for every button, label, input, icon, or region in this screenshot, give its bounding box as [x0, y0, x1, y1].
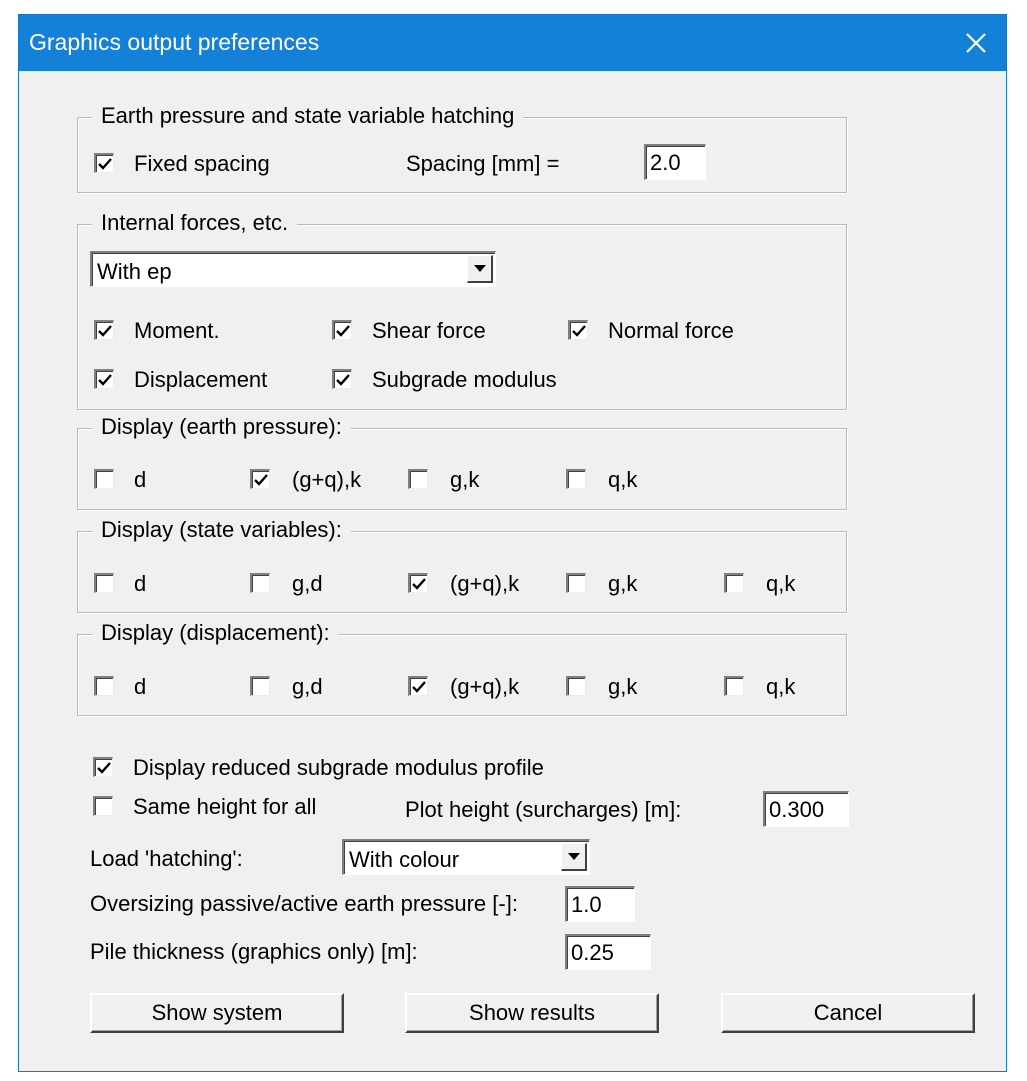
- earth-pressure-display-group: [77, 414, 847, 510]
- disp-gd-checkbox[interactable]: [250, 676, 270, 696]
- disp-qk-label: q,k: [766, 674, 796, 699]
- ep-d-label: d: [134, 467, 147, 492]
- sv-d-checkbox[interactable]: [94, 573, 114, 593]
- moment-checkbox[interactable]: [94, 320, 114, 340]
- pile-thickness-value: 0.25: [571, 940, 614, 965]
- shear-force-label: Shear force: [372, 318, 486, 343]
- earth-pressure-display-legend: Display (earth pressure):: [92, 414, 351, 440]
- window-title: Graphics output preferences: [29, 29, 320, 55]
- ep-d-checkbox[interactable]: [94, 469, 114, 489]
- internal-mode-select[interactable]: [90, 251, 496, 287]
- disp-d-checkbox[interactable]: [94, 676, 114, 696]
- oversizing-value: 1.0: [571, 892, 602, 917]
- displacement-display-group: [77, 620, 847, 716]
- disp-gqk-checkbox[interactable]: [408, 676, 428, 696]
- fixed-spacing-checkbox[interactable]: [94, 153, 114, 173]
- oversizing-input[interactable]: [565, 886, 635, 922]
- check-icon: [97, 323, 113, 339]
- check-icon: [411, 576, 427, 592]
- check-icon: [335, 323, 351, 339]
- internal-mode-dropdown-button[interactable]: [467, 255, 493, 283]
- disp-d-label: d: [134, 674, 147, 699]
- title-bar: [19, 15, 1006, 71]
- spacing-label: Spacing [mm] =: [406, 151, 560, 176]
- ep-gqk-label: (g+q),k: [292, 467, 362, 492]
- oversizing-label: Oversizing passive/active earth pressure [-]:: [90, 891, 518, 916]
- show-system-button[interactable]: [90, 993, 344, 1033]
- load-hatching-label: Load 'hatching':: [90, 846, 243, 871]
- subgrade-modulus-checkbox[interactable]: [332, 369, 352, 389]
- dialog-window: [18, 14, 1007, 1072]
- chevron-down-icon: [568, 853, 580, 861]
- pile-thickness-input[interactable]: [565, 934, 651, 970]
- moment-label: Moment.: [134, 318, 220, 343]
- pile-thickness-label: Pile thickness (graphics only) [m]:: [90, 939, 418, 964]
- disp-gk-label: g,k: [608, 674, 638, 699]
- state-variables-display-group: [77, 517, 847, 613]
- plot-height-input[interactable]: [763, 791, 849, 827]
- internal-mode-value: With ep: [97, 259, 172, 284]
- normal-force-label: Normal force: [608, 318, 734, 343]
- ep-gk-checkbox[interactable]: [408, 469, 428, 489]
- sv-gqk-label: (g+q),k: [450, 571, 520, 596]
- load-hatching-value: With colour: [349, 847, 460, 872]
- subgrade-modulus-label: Subgrade modulus: [372, 367, 557, 392]
- sv-qk-label: q,k: [766, 571, 796, 596]
- state-variables-display-legend: Display (state variables):: [92, 517, 351, 543]
- chevron-down-icon: [474, 265, 486, 273]
- internal-forces-group: [77, 210, 847, 410]
- sv-qk-checkbox[interactable]: [724, 573, 744, 593]
- normal-force-checkbox[interactable]: [568, 320, 588, 340]
- check-icon: [97, 372, 113, 388]
- disp-gk-checkbox[interactable]: [566, 676, 586, 696]
- load-hatching-select[interactable]: [342, 839, 590, 875]
- check-icon: [96, 760, 112, 776]
- hatching-group: [77, 103, 847, 193]
- reduced-subgrade-checkbox[interactable]: [93, 757, 113, 777]
- load-hatching-dropdown-button[interactable]: [561, 843, 587, 871]
- spacing-value: 2.0: [650, 150, 681, 175]
- plot-height-label: Plot height (surcharges) [m]:: [405, 797, 682, 822]
- show-system-label: Show system: [151, 1000, 283, 1025]
- close-icon: [965, 32, 987, 54]
- internal-forces-legend: Internal forces, etc.: [92, 210, 297, 236]
- hatching-legend: Earth pressure and state variable hatching: [92, 103, 523, 129]
- plot-height-value: 0.300: [769, 797, 825, 822]
- check-icon: [411, 679, 427, 695]
- sv-gk-label: g,k: [608, 571, 638, 596]
- sv-d-label: d: [134, 571, 147, 596]
- sv-gk-checkbox[interactable]: [566, 573, 586, 593]
- disp-qk-checkbox[interactable]: [724, 676, 744, 696]
- same-height-label: Same height for all: [133, 794, 317, 819]
- same-height-checkbox[interactable]: [93, 796, 113, 816]
- ep-qk-label: q,k: [608, 467, 638, 492]
- sv-gqk-checkbox[interactable]: [408, 573, 428, 593]
- show-results-label: Show results: [469, 1000, 595, 1025]
- disp-gd-label: g,d: [292, 674, 323, 699]
- check-icon: [253, 472, 269, 488]
- check-icon: [335, 372, 351, 388]
- reduced-subgrade-label: Display reduced subgrade modulus profile: [133, 755, 544, 780]
- sv-gd-checkbox[interactable]: [250, 573, 270, 593]
- cancel-label: Cancel: [813, 1000, 883, 1025]
- ep-gk-label: g,k: [450, 467, 480, 492]
- check-icon: [97, 156, 113, 172]
- spacing-input[interactable]: [644, 144, 706, 180]
- sv-gd-label: g,d: [292, 571, 323, 596]
- show-results-button[interactable]: [405, 993, 659, 1033]
- disp-gqk-label: (g+q),k: [450, 674, 520, 699]
- ep-qk-checkbox[interactable]: [566, 469, 586, 489]
- shear-force-checkbox[interactable]: [332, 320, 352, 340]
- displacement-label: Displacement: [134, 367, 268, 392]
- cancel-button[interactable]: [721, 993, 975, 1033]
- check-icon: [571, 323, 587, 339]
- displacement-checkbox[interactable]: [94, 369, 114, 389]
- displacement-display-legend: Display (displacement):: [92, 620, 339, 646]
- fixed-spacing-label: Fixed spacing: [134, 151, 270, 176]
- close-button[interactable]: [946, 15, 1006, 71]
- ep-gqk-checkbox[interactable]: [250, 469, 270, 489]
